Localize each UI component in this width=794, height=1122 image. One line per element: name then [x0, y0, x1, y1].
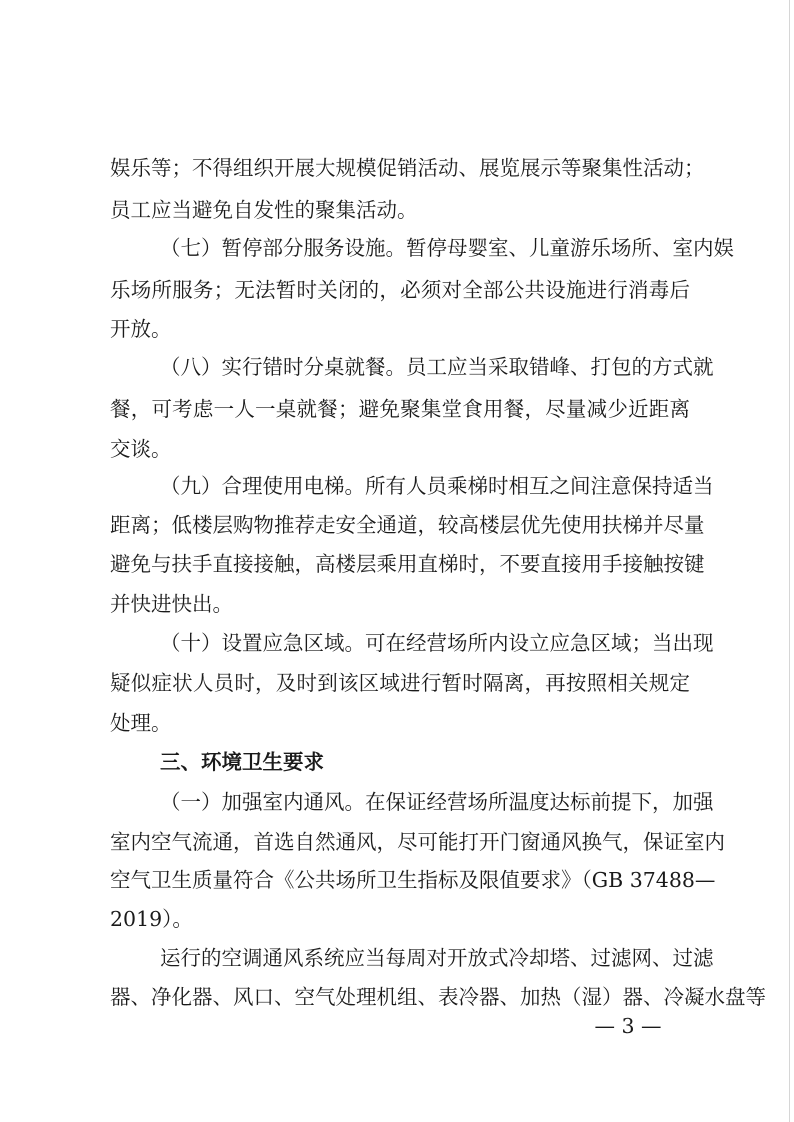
- paragraph-line: （十）设置应急区域。可在经营场所内设立应急区域；当出现: [160, 631, 714, 655]
- paragraph-line: 2019）。: [110, 907, 193, 931]
- paragraph-line: 空气卫生质量符合《公共场所卫生指标及限值要求》（GB 37488—: [110, 868, 716, 892]
- page-number: — 3 —: [594, 1014, 662, 1038]
- paragraph-line: 交谈。: [110, 437, 172, 461]
- paragraph-line: 室内空气流通，首选自然通风，尽可能打开门窗通风换气，保证室内: [110, 830, 725, 854]
- paragraph-line: 餐，可考虑一人一桌就餐；避免聚集堂食用餐，尽量减少近距离: [110, 397, 690, 421]
- paragraph-line: （八）实行错时分桌就餐。员工应当采取错峰、打包的方式就: [160, 355, 714, 379]
- paragraph-line: 避免与扶手直接接触，高楼层乘用直梯时，不要直接用手接触按键: [110, 552, 705, 576]
- paragraph-line: （七）暂停部分服务设施。暂停母婴室、儿童游乐场所、室内娱: [160, 236, 734, 260]
- paragraph-line: 乐场所服务；无法暂时关闭的，必须对全部公共设施进行消毒后: [110, 278, 690, 302]
- paragraph-line: 开放。: [110, 317, 172, 341]
- page-edge-divider: [789, 0, 790, 1122]
- paragraph-line: 员工应当避免自发性的聚集活动。: [110, 198, 418, 222]
- paragraph-line: （一）加强室内通风。在保证经营场所温度达标前提下，加强: [160, 790, 714, 814]
- paragraph-line: 距离；低楼层购物推荐走安全通道，较高楼层优先使用扶梯并尽量: [110, 513, 705, 537]
- paragraph-line: 器、净化器、风口、空气处理机组、表冷器、加热（湿）器、冷凝水盘等: [110, 985, 766, 1009]
- paragraph-line: （九）合理使用电梯。所有人员乘梯时相互之间注意保持适当: [160, 474, 714, 498]
- paragraph-line: 运行的空调通风系统应当每周对开放式冷却塔、过滤网、过滤: [160, 946, 714, 970]
- paragraph-line: 并快进快出。: [110, 592, 233, 616]
- section-heading: 三、环境卫生要求: [160, 750, 324, 774]
- paragraph-line: 疑似症状人员时，及时到该区域进行暂时隔离，再按照相关规定: [110, 671, 690, 695]
- paragraph-line: 娱乐等；不得组织开展大规模促销活动、展览展示等聚集性活动；: [110, 156, 705, 180]
- paragraph-line: 处理。: [110, 711, 172, 735]
